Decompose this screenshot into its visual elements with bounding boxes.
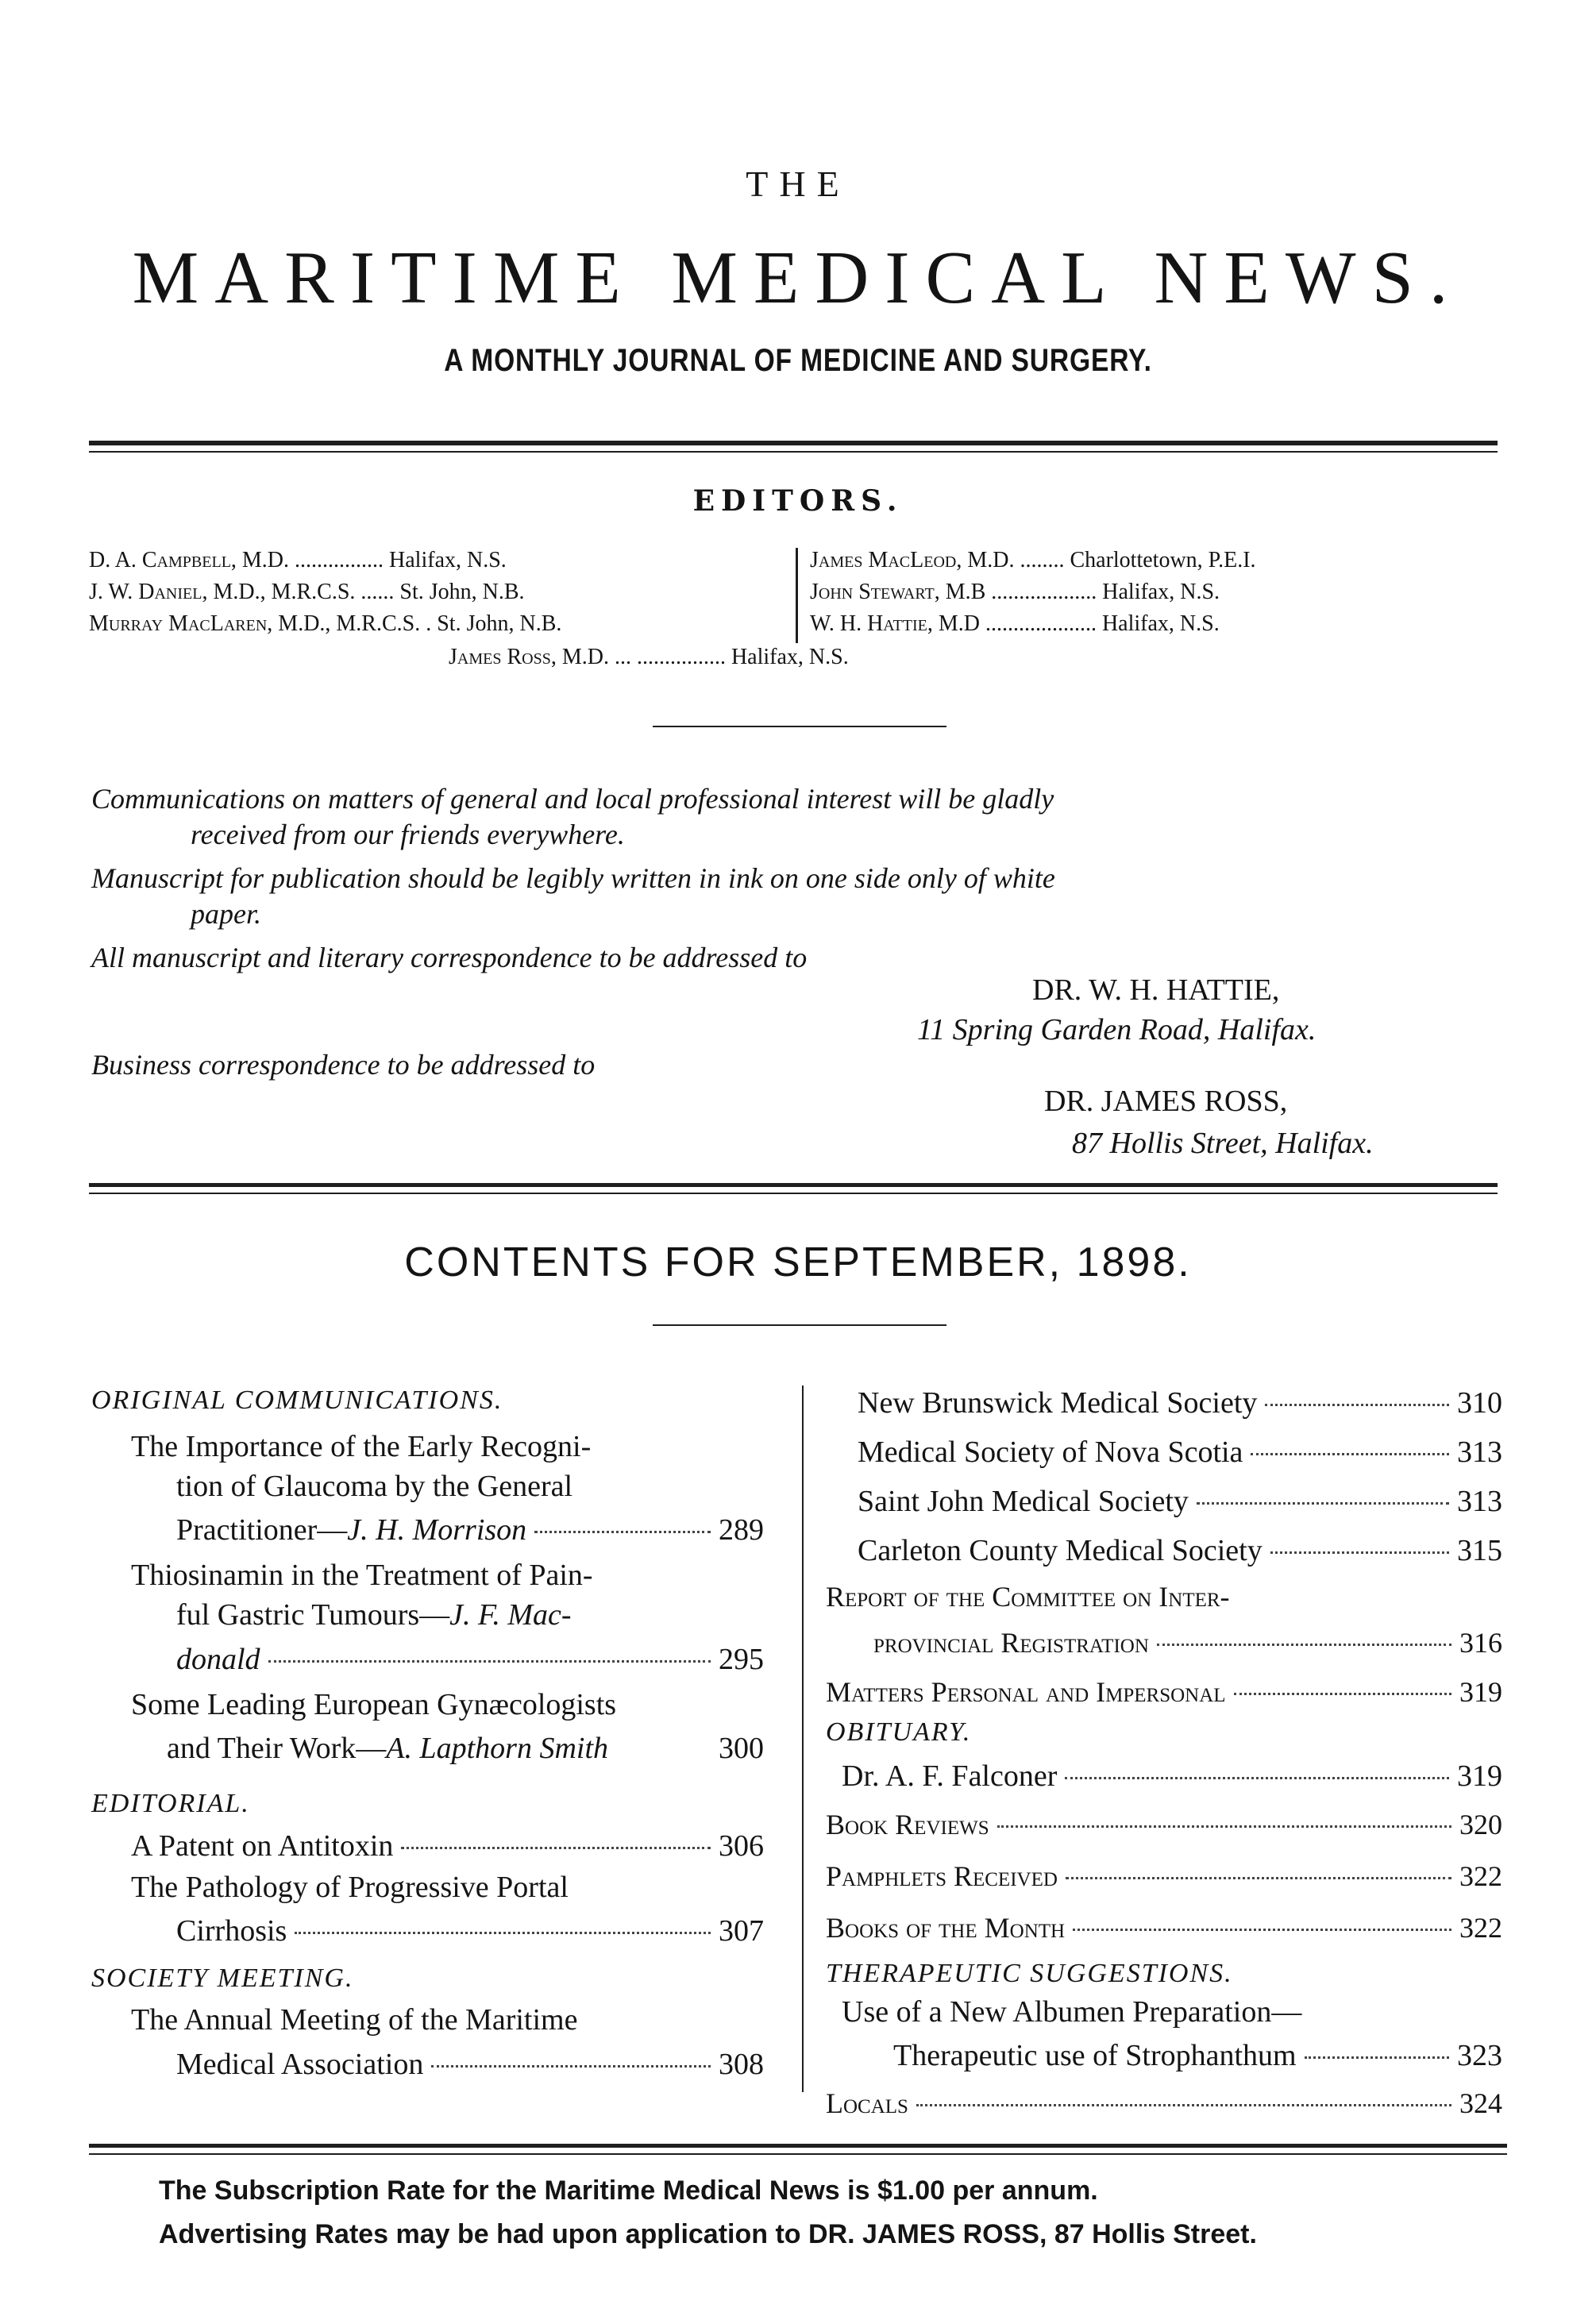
- editor-left-3: Murray MacLaren, M.D., M.R.C.S. . St. John, N.B.: [89, 611, 562, 636]
- header-rule-thick: [89, 441, 1498, 445]
- notice-literary: All manuscript and literary correspondence to be addressed to: [91, 942, 808, 973]
- toc-glaucoma-line1: The Importance of the Early Recogni-: [131, 1430, 592, 1463]
- editor-place: St. John, N.B.: [399, 580, 525, 604]
- address-hattie-street: 11 Spring Garden Road, Halifax.: [917, 1013, 1317, 1046]
- editor-place: Halifax, N.S.: [1101, 611, 1220, 636]
- toc-matters-personal: [826, 1675, 1502, 1709]
- toc-book-reviews: [826, 1808, 1502, 1841]
- toc-ns-text: Medical Society of Nova Scotia: [858, 1436, 1243, 1469]
- editor-name: John Stewart, M.B: [810, 580, 986, 604]
- footer-rule-thin: [89, 2153, 1507, 2155]
- toc-pathology-text: Cirrhosis: [176, 1914, 287, 1948]
- editor-right-3: W. H. Hattie, M.D .................... Halifax, N.S.: [810, 611, 1220, 636]
- address-hattie-name: DR. W. H. HATTIE,: [1032, 973, 1280, 1007]
- toc-thiosinamin-line3: [176, 1642, 764, 1677]
- toc-locals: [826, 2087, 1502, 2120]
- editors-divider: [796, 548, 798, 643]
- address-ross-street: 87 Hollis Street, Halifax.: [1072, 1127, 1374, 1160]
- editor-place: Halifax, N.S.: [389, 548, 507, 572]
- notice-business: Business correspondence to be addressed to: [91, 1049, 596, 1081]
- toc-annual-meeting-line2: [176, 2047, 764, 2082]
- toc-annual-meeting-line1: The Annual Meeting of the Maritime: [131, 2003, 578, 2037]
- journal-title: MARITIME MEDICAL NEWS.: [132, 237, 1464, 319]
- journal-the: THE: [746, 164, 850, 204]
- toc-saint-john: [858, 1484, 1502, 1519]
- editor-bottom: James Ross, M.D. ... ................ Halifax, N.S.: [449, 645, 849, 669]
- toc-pamphlets-page: 322: [1459, 1860, 1502, 1892]
- toc-book-reviews-text: Book Reviews: [826, 1809, 989, 1840]
- contents-column-divider: [802, 1385, 804, 2092]
- mid-rule-thin: [89, 1193, 1498, 1194]
- toc-locals-text: Locals: [826, 2087, 908, 2119]
- heading-society-meeting: SOCIETY MEETING.: [91, 1964, 354, 1993]
- editors-heading: EDITORS.: [692, 484, 904, 518]
- toc-falconer: [842, 1759, 1502, 1794]
- toc-gynaecologists-line1: Some Leading European Gynæcologists: [131, 1688, 617, 1721]
- notice-communications: Communications on matters of general and local professional interest will be gladly: [91, 783, 1054, 815]
- editor-name: James Ross, M.D.: [449, 645, 609, 669]
- toc-glaucoma-line3: [176, 1513, 764, 1547]
- toc-matters-text: Matters Personal and Impersonal: [826, 1676, 1226, 1708]
- toc-pathology-page: 307: [719, 1914, 764, 1948]
- toc-patent-antitoxin: [131, 1829, 764, 1863]
- toc-cc-page: 315: [1457, 1534, 1502, 1567]
- toc-report-line1: Report of the Committee on Inter-: [826, 1581, 1230, 1613]
- editor-left-2: J. W. Daniel, M.D., M.R.C.S. ...... St. John, N.B.: [89, 580, 525, 604]
- toc-strophanthum: [893, 2038, 1502, 2073]
- toc-matters-page: 319: [1459, 1676, 1502, 1708]
- toc-thiosinamin-text: ful Gastric Tumours—: [176, 1598, 450, 1632]
- editor-right-2: John Stewart, M.B ................... Halifax, N.S.: [810, 580, 1220, 604]
- toc-glaucoma-page: 289: [719, 1513, 764, 1547]
- editor-right-1: James MacLeod, M.D. ........ Charlottetown, P.E.I.: [810, 548, 1256, 572]
- toc-books-month: [826, 1911, 1502, 1944]
- toc-stroph-page: 323: [1457, 2039, 1502, 2072]
- toc-sj-text: Saint John Medical Society: [858, 1485, 1189, 1518]
- header-rule-thin: [89, 451, 1498, 453]
- toc-gynaecologists-author: A. Lapthorn Smith: [386, 1732, 609, 1765]
- toc-books-month-page: 322: [1459, 1912, 1502, 1944]
- address-ross-name: DR. JAMES ROSS,: [1044, 1085, 1288, 1118]
- toc-falconer-page: 319: [1457, 1759, 1502, 1793]
- toc-falconer-text: Dr. A. F. Falconer: [842, 1759, 1058, 1793]
- contents-short-rule: [653, 1324, 946, 1326]
- toc-book-reviews-page: 320: [1459, 1809, 1502, 1840]
- heading-editorial: EDITORIAL.: [91, 1789, 250, 1818]
- editor-name: Murray MacLaren, M.D., M.R.C.S.: [89, 611, 421, 636]
- editor-place: St. John, N.B.: [437, 611, 562, 636]
- journal-subtitle: A MONTHLY JOURNAL OF MEDICINE AND SURGERY.: [444, 343, 1152, 378]
- editor-name: J. W. Daniel, M.D., M.R.C.S.: [89, 580, 356, 604]
- toc-sj-page: 313: [1457, 1485, 1502, 1518]
- toc-books-month-text: Books of the Month: [826, 1912, 1066, 1944]
- editor-place: Halifax, N.S.: [1102, 580, 1220, 604]
- toc-gynaecologists-line2: [167, 1731, 764, 1766]
- toc-report-text: provincial Registration: [873, 1627, 1149, 1659]
- toc-nova-scotia: [858, 1435, 1502, 1470]
- toc-annual-meeting-page: 308: [719, 2048, 764, 2081]
- toc-annual-meeting-text: Medical Association: [176, 2048, 424, 2081]
- footer-subscription: The Subscription Rate for the Maritime Medical News is $1.00 per annum.: [159, 2175, 1098, 2206]
- toc-nb-text: New Brunswick Medical Society: [858, 1386, 1258, 1420]
- editors-short-rule: [653, 726, 946, 727]
- footer-rule-thick: [89, 2144, 1507, 2148]
- editor-place: Charlottetown, P.E.I.: [1070, 548, 1256, 572]
- toc-glaucoma-author: J. H. Morrison: [347, 1513, 527, 1547]
- toc-carleton: [858, 1533, 1502, 1568]
- toc-thiosinamin-page: 295: [719, 1643, 764, 1676]
- notice-manuscript: Manuscript for publication should be legibly written in ink on one side only of white: [91, 862, 1055, 894]
- toc-patent-text: A Patent on Antitoxin: [131, 1829, 394, 1863]
- toc-thiosinamin-line1: Thiosinamin in the Treatment of Pain-: [131, 1559, 593, 1592]
- toc-thiosinamin-line2: [176, 1600, 572, 1630]
- toc-pathology-line1: The Pathology of Progressive Portal: [131, 1871, 569, 1904]
- editor-name: W. H. Hattie, M.D: [810, 611, 980, 636]
- editor-place: Halifax, N.S.: [731, 645, 849, 669]
- footer-advertising: Advertising Rates may be had upon application to DR. JAMES ROSS, 87 Hollis Street.: [159, 2219, 1257, 2249]
- contents-title: CONTENTS FOR SEPTEMBER, 1898.: [404, 1239, 1192, 1285]
- toc-glaucoma-line2: tion of Glaucoma by the General: [176, 1470, 573, 1503]
- heading-original-communications: ORIGINAL COMMUNICATIONS.: [91, 1385, 503, 1415]
- toc-thiosinamin-author-cont: donald: [176, 1643, 260, 1676]
- toc-cc-text: Carleton County Medical Society: [858, 1534, 1263, 1567]
- notice-communications-cont: received from our friends everywhere.: [191, 819, 625, 850]
- toc-gynaecologists-page: 300: [719, 1732, 764, 1765]
- heading-obituary: OBITUARY.: [826, 1717, 972, 1747]
- toc-glaucoma-text: Practitioner—: [176, 1513, 348, 1547]
- toc-new-brunswick: [858, 1385, 1502, 1420]
- toc-albumen: Use of a New Albumen Preparation—: [842, 1995, 1302, 2029]
- toc-report-line2: [873, 1626, 1502, 1659]
- heading-therapeutic-suggestions: THERAPEUTIC SUGGESTIONS.: [826, 1959, 1233, 1988]
- editor-name: James MacLeod, M.D.: [810, 548, 1015, 572]
- notice-manuscript-cont: paper.: [191, 898, 261, 930]
- mid-rule-thick: [89, 1183, 1498, 1187]
- toc-stroph-text: Therapeutic use of Strophanthum: [893, 2039, 1297, 2072]
- toc-patent-page: 306: [719, 1829, 764, 1863]
- toc-nb-page: 310: [1457, 1386, 1502, 1420]
- toc-pamphlets-text: Pamphlets Received: [826, 1860, 1058, 1892]
- editor-left-1: D. A. Campbell, M.D. ................ Halifax, N.S.: [89, 548, 507, 572]
- toc-thiosinamin-author: J. F. Mac-: [449, 1598, 572, 1632]
- toc-pathology-line2: [176, 1913, 764, 1948]
- toc-locals-page: 324: [1459, 2087, 1502, 2119]
- toc-gynaecologists-text: and Their Work—: [167, 1732, 387, 1765]
- toc-ns-page: 313: [1457, 1436, 1502, 1469]
- toc-pamphlets: [826, 1859, 1502, 1893]
- editor-name: D. A. Campbell, M.D.: [89, 548, 290, 572]
- toc-report-page: 316: [1459, 1627, 1502, 1659]
